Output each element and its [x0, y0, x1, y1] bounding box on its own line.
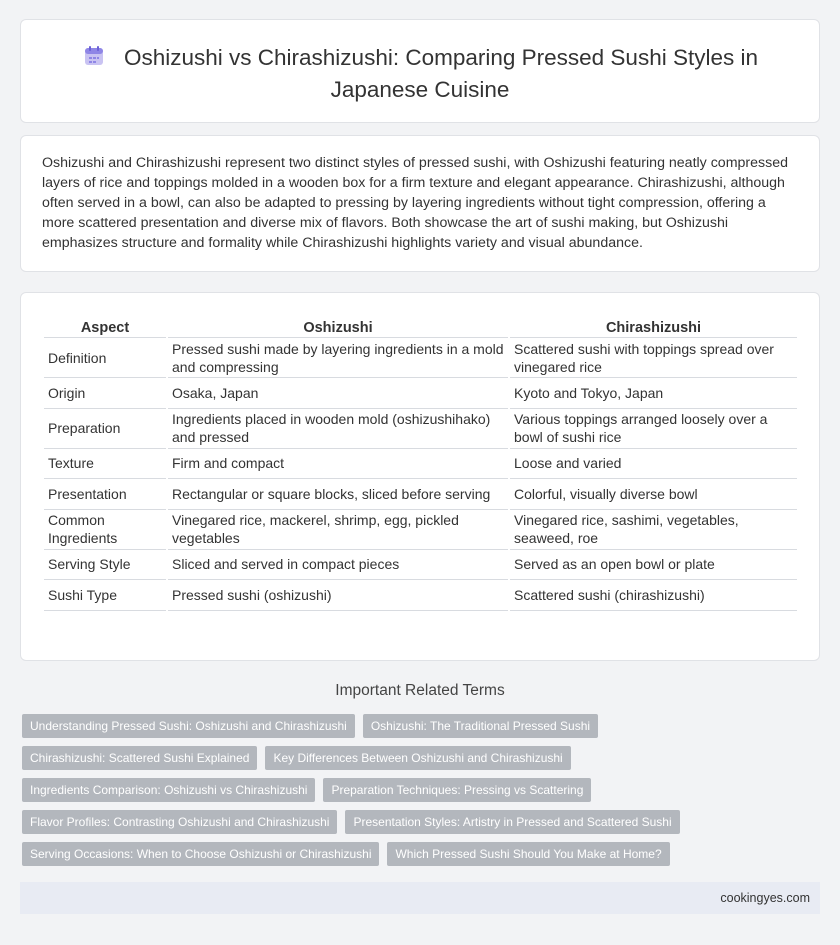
comparison-table-card [20, 292, 820, 661]
table-cell-aspect: Serving Style [44, 550, 166, 581]
related-term-tag[interactable]: Key Differences Between Oshizushi and Chirashizushi [265, 746, 570, 770]
related-term-tag[interactable]: Ingredients Comparison: Oshizushi vs Chirashizushi [22, 778, 315, 802]
related-term-tag[interactable]: Preparation Techniques: Pressing vs Scattering [323, 778, 591, 802]
page-title-text: Oshizushi vs Chirashizushi: Comparing Pressed Sushi Styles in Japanese Cuisine [123, 45, 758, 102]
related-term-tag[interactable]: Chirashizushi: Scattered Sushi Explained [22, 746, 257, 770]
table-cell-chirashizushi: Loose and varied [510, 449, 797, 480]
table-cell-chirashizushi: Vinegared rice, sashimi, vegetables, seaweed, roe [510, 510, 797, 550]
table-cell-aspect: Texture [44, 449, 166, 480]
table-cell-chirashizushi: Scattered sushi with toppings spread over vinegared rice [510, 338, 797, 378]
related-term-tag[interactable]: Presentation Styles: Artistry in Pressed and Scattered Sushi [345, 810, 679, 834]
calendar-icon [82, 44, 106, 68]
table-row [44, 449, 797, 480]
header-chirashizushi: Chirashizushi [510, 316, 797, 338]
footer [20, 882, 820, 914]
table-cell-chirashizushi: Kyoto and Tokyo, Japan [510, 378, 797, 409]
table-cell-aspect: Origin [44, 378, 166, 409]
table-cell-oshizushi: Firm and compact [168, 449, 508, 480]
related-term-tag[interactable]: Serving Occasions: When to Choose Oshizushi or Chirashizushi [22, 842, 379, 866]
table-row [44, 550, 797, 581]
table-row [44, 479, 797, 510]
summary-card [20, 135, 820, 272]
table-cell-aspect: Definition [44, 338, 166, 378]
related-term-tag[interactable]: Understanding Pressed Sushi: Oshizushi and Chirashizushi [22, 714, 355, 738]
table-row [44, 378, 797, 409]
table-cell-chirashizushi: Colorful, visually diverse bowl [510, 479, 797, 510]
table-row [44, 510, 797, 550]
table-cell-chirashizushi: Scattered sushi (chirashizushi) [510, 580, 797, 611]
table-header-row [44, 316, 797, 338]
table-cell-oshizushi: Osaka, Japan [168, 378, 508, 409]
table-cell-aspect: Sushi Type [44, 580, 166, 611]
table-cell-aspect: Common Ingredients [44, 510, 166, 550]
related-term-tag[interactable]: Flavor Profiles: Contrasting Oshizushi and Chirashizushi [22, 810, 337, 834]
table-cell-oshizushi: Sliced and served in compact pieces [168, 550, 508, 581]
related-terms-title: Important Related Terms [335, 682, 505, 699]
comparison-table [42, 316, 799, 611]
page-title [21, 42, 819, 106]
table-cell-oshizushi: Pressed sushi made by layering ingredients in a mold and compressing [168, 338, 508, 378]
title-card [20, 19, 820, 123]
table-row [44, 338, 797, 378]
table-cell-oshizushi: Ingredients placed in wooden mold (oshizushihako) and pressed [168, 409, 508, 449]
header-aspect: Aspect [44, 316, 166, 338]
footer-site-link[interactable]: cookingyes.com [720, 891, 810, 905]
table-cell-chirashizushi: Various toppings arranged loosely over a bowl of sushi rice [510, 409, 797, 449]
related-term-tag[interactable]: Which Pressed Sushi Should You Make at Home? [387, 842, 669, 866]
header-oshizushi: Oshizushi [168, 316, 508, 338]
table-cell-oshizushi: Rectangular or square blocks, sliced before serving [168, 479, 508, 510]
summary-text: Oshizushi and Chirashizushi represent two distinct styles of pressed sushi, with Oshizushi featuring neatly compressed layers of rice and toppings molded in a wooden box for a firm texture and elegant appearance. Chirashizushi, although often served in a bowl, can also be adapted to pressing by layering ingredients without tight compression, offering a more scattered presentation and diverse mix of flavors. Both showcase the art of sushi making, but Oshizushi emphasizes structure and formality while Chirashizushi highlights variety and visual abundance. [42, 155, 788, 251]
table-cell-oshizushi: Pressed sushi (oshizushi) [168, 580, 508, 611]
table-row [44, 409, 797, 449]
table-row [44, 580, 797, 611]
table-cell-oshizushi: Vinegared rice, mackerel, shrimp, egg, pickled vegetables [168, 510, 508, 550]
table-cell-aspect: Preparation [44, 409, 166, 449]
related-terms-list [22, 714, 822, 874]
table-cell-chirashizushi: Served as an open bowl or plate [510, 550, 797, 581]
table-cell-aspect: Presentation [44, 479, 166, 510]
related-term-tag[interactable]: Oshizushi: The Traditional Pressed Sushi [363, 714, 598, 738]
